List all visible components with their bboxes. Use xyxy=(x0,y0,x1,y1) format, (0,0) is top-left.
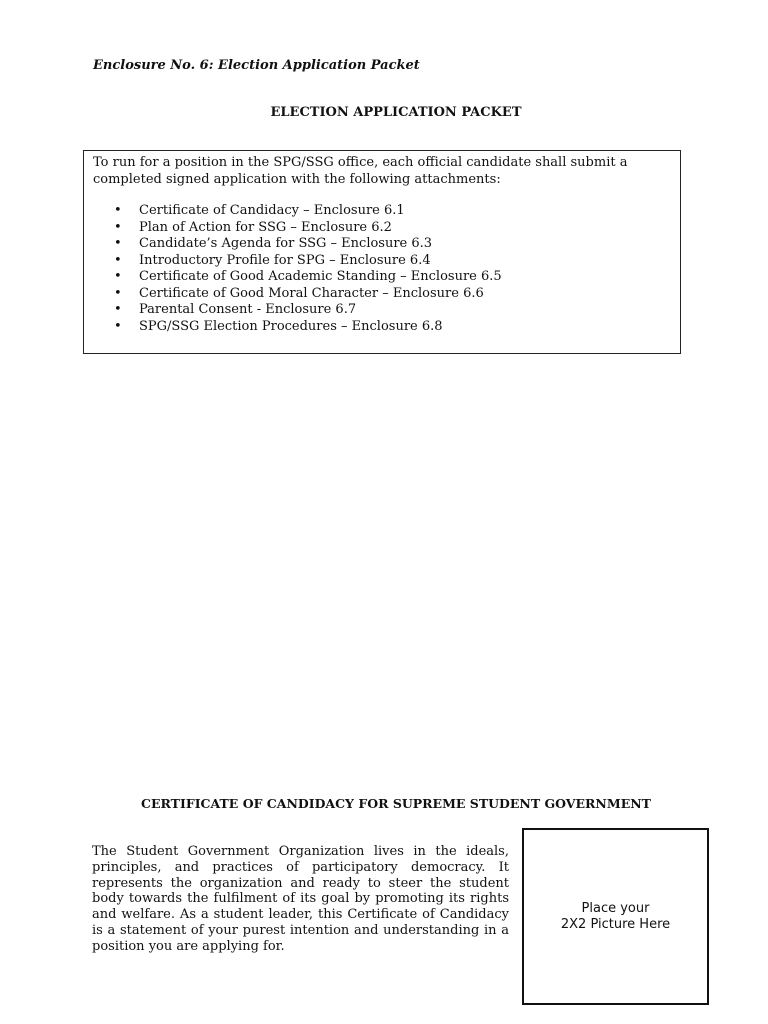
list-item xyxy=(93,253,671,270)
attachments-box xyxy=(83,150,681,354)
list-item-label: SPG/SSG Election Procedures – Enclosure 6.8 xyxy=(139,318,443,334)
packet-title: ELECTION APPLICATION PACKET xyxy=(270,105,522,120)
attachments-intro: To run for a position in the SPG/SSG office, each official candidate shall submit a completed signed application with the following attachments: xyxy=(93,155,628,187)
attachments-list xyxy=(93,203,671,335)
bullet-icon: • xyxy=(114,285,122,301)
list-item xyxy=(93,319,671,336)
list-item xyxy=(93,269,671,286)
list-item xyxy=(93,203,671,220)
list-item-label: Certificate of Candidacy – Enclosure 6.1 xyxy=(139,203,405,218)
bullet-icon: • xyxy=(114,269,122,284)
certificate-title: CERTIFICATE OF CANDIDACY FOR SUPREME STUDENT GOVERNMENT xyxy=(141,796,651,811)
photo-placeholder-text xyxy=(561,901,670,933)
list-item-label: Parental Consent - Enclosure 6.7 xyxy=(139,302,357,317)
list-item-label: Introductory Profile for SPG – Enclosure 6.4 xyxy=(139,252,431,268)
list-item-label: Plan of Action for SSG – Enclosure 6.2 xyxy=(139,219,392,235)
list-item xyxy=(93,286,671,303)
bullet-icon: • xyxy=(114,318,122,334)
bullet-icon: • xyxy=(114,252,122,268)
photo-line-1: Place your xyxy=(581,900,650,916)
list-item xyxy=(93,302,671,319)
photo-line-2: 2X2 Picture Here xyxy=(560,916,671,932)
bullet-icon: • xyxy=(114,236,122,251)
list-item xyxy=(93,236,671,253)
bullet-icon: • xyxy=(114,219,122,235)
certificate-body: The Student Government Organization lives in the ideals, principles, and practices of participatory democracy. It represents the organization and ready to steer the student body towards the fulfilment of its goal by promoting its rights and welfare. As a student leader, this Certificate of Candidacy is a statement of your purest intention and understanding in a position you are applying for. xyxy=(92,844,509,954)
bullet-icon: • xyxy=(114,203,122,218)
bullet-icon: • xyxy=(114,302,122,317)
list-item-label: Certificate of Good Moral Character – Enclosure 6.6 xyxy=(139,285,484,301)
list-item xyxy=(93,220,671,237)
list-item-label: Certificate of Good Academic Standing – Enclosure 6.5 xyxy=(139,269,502,284)
enclosure-title: Enclosure No. 6: Election Application Packet xyxy=(93,58,420,73)
list-item-label: Candidate’s Agenda for SSG – Enclosure 6.3 xyxy=(139,236,433,251)
photo-placeholder xyxy=(522,828,709,1005)
